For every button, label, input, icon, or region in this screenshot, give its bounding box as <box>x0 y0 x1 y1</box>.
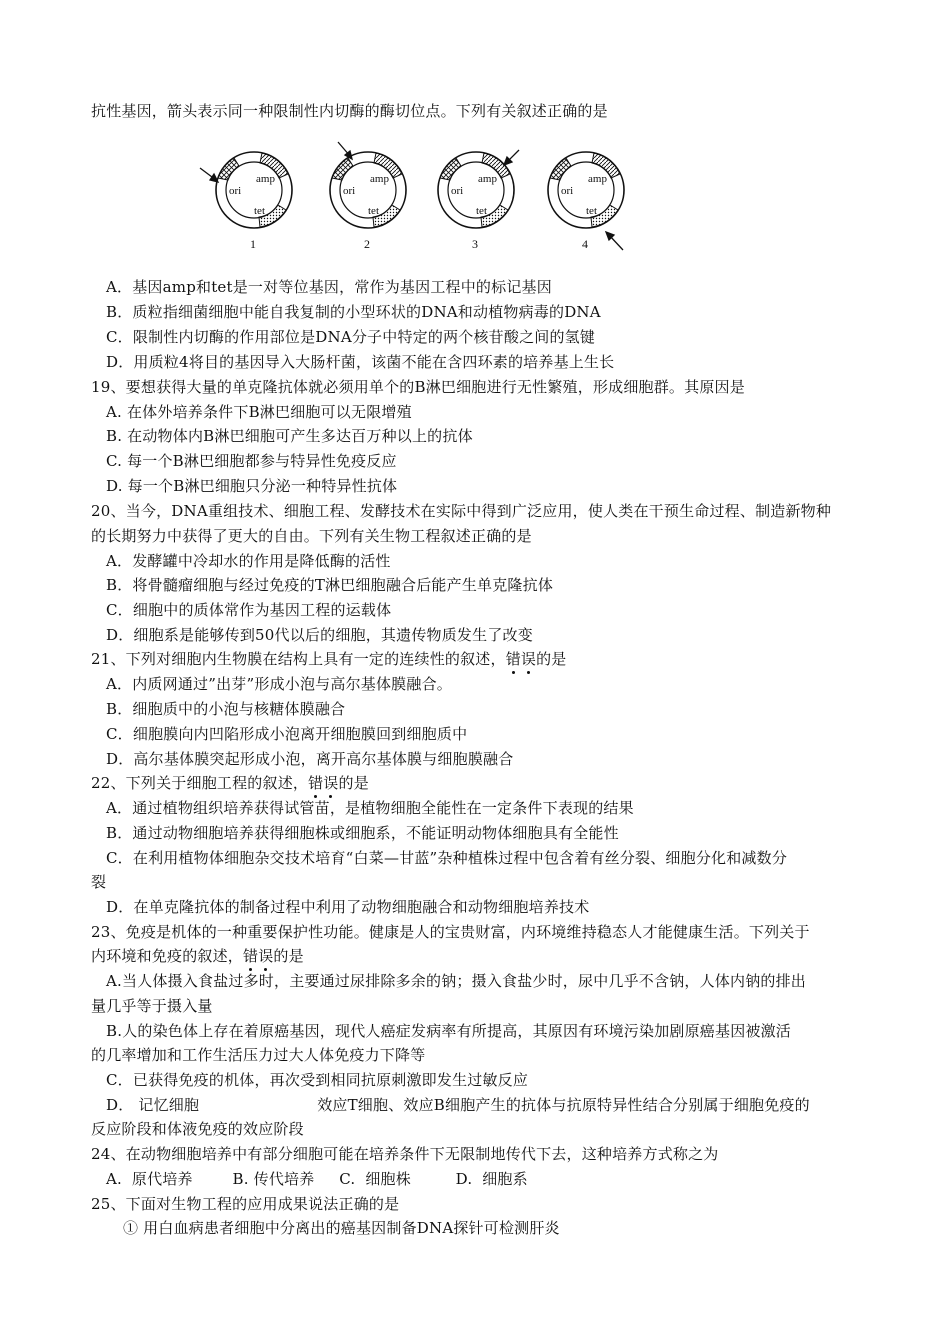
q22-emphasis-1: 错 <box>308 774 324 792</box>
plasmid-number-4: 4 <box>582 237 588 251</box>
q19-option-d: D. 每一个B淋巴细胞只分泌一种特异性抗体 <box>106 477 398 495</box>
q25-item-1: ① 用白血病患者细胞中分离出的癌基因制备DNA探针可检测肝炎 <box>123 1219 560 1237</box>
q21-stem <box>91 649 567 669</box>
plasmid-number-1: 1 <box>250 237 256 251</box>
q21-emphasis-2: 误 <box>520 650 537 668</box>
label-tet: tet <box>476 205 487 217</box>
label-amp: amp <box>370 173 389 185</box>
q19-option-c: C. 每一个B淋巴细胞都参与特异性免疫反应 <box>106 452 397 470</box>
q23-stem-line1: 23、免疫是机体的一种重要保护性功能。健康是人的宝贵财富，内环境维持稳态人才能健康生活。下列关于 <box>91 923 810 941</box>
q23-option-d-line1 <box>106 1095 810 1115</box>
q23-option-d-rest: 效应T细胞、效应B细胞产生的抗体与抗原特异性结合分别属于细胞免疫的 <box>317 1096 810 1114</box>
q22-stem-text: 22、下列关于细胞工程的叙述， <box>91 774 309 792</box>
label-ori: ori <box>229 185 242 197</box>
q20-option-a: A．发酵罐中冷却水的作用是降低酶的活性 <box>106 552 391 570</box>
q23-option-d-start: D． 记忆细胞 <box>106 1096 200 1114</box>
plasmid-number-2: 2 <box>364 237 370 251</box>
q19-option-b: B. 在动物体内B淋巴细胞可产生多达百万种以上的抗体 <box>106 427 473 445</box>
q23-option-c: C．已获得免疫的机体，再次受到相同抗原刺激即发生过敏反应 <box>106 1071 529 1089</box>
q22-stem-end: 的是 <box>338 774 369 792</box>
q24-options: A. 原代培养 B. 传代培养 C. 细胞株 D. 细胞系 <box>106 1170 528 1188</box>
q21-option-b: B．细胞质中的小泡与核糖体膜融合 <box>106 700 346 718</box>
q18-option-b: B．质粒指细菌细胞中能自我复制的小型环状的DNA和动植物病毒的DNA <box>106 303 601 321</box>
q22-option-c-line1: C．在利用植物体细胞杂交技术培育“白菜—甘蓝”杂种植株过程中包含着有丝分裂、细胞分化和减数分 <box>106 849 788 867</box>
q21-option-c: C．细胞膜向内凹陷形成小泡离开细胞膜回到细胞质中 <box>106 725 468 743</box>
q23-stem-end: 的是 <box>273 947 304 965</box>
q20-option-c: C．细胞中的质体常作为基因工程的运载体 <box>106 601 392 619</box>
q23-emphasis-1: 错 <box>243 947 259 965</box>
q22-option-b: B．通过动物细胞培养获得细胞株或细胞系，不能证明动物体细胞具有全能性 <box>106 824 619 842</box>
label-amp: amp <box>478 173 497 185</box>
q20-option-b: B．将骨髓瘤细胞与经过免疫的T淋巴细胞融合后能产生单克隆抗体 <box>106 576 554 594</box>
label-amp: amp <box>588 173 607 185</box>
plasmid-number-3: 3 <box>472 237 478 251</box>
q21-option-a: A．内质网通过”出芽”形成小泡与高尔基体膜融合。 <box>106 675 452 693</box>
label-ori: ori <box>451 185 464 197</box>
q23-emphasis-2: 误 <box>258 947 274 965</box>
q23-option-a-line2: 量几乎等于摄入量 <box>91 997 213 1015</box>
q21-emphasis-1: 错 <box>505 650 521 668</box>
q23-option-b-line1: B.人的染色体上存在着原癌基因，现代人癌症发病率有所提高，其原因有环境污染加剧原癌基因被激活 <box>106 1022 791 1040</box>
label-tet: tet <box>586 205 597 217</box>
q18-option-d: D．用质粒4将目的基因导入大肠杆菌，该菌不能在含四环素的培养基上生长 <box>106 353 615 371</box>
label-tet: tet <box>368 205 379 217</box>
q20-stem-line1: 20、当今，DNA重组技术、细胞工程、发酵技术在实际中得到广泛应用，使人类在干预生命过程、制造新物种 <box>91 502 832 520</box>
q24-stem: 24、在动物细胞培养中有部分细胞可能在培养条件下无限制地传代下去，这种培养方式称之为 <box>91 1145 719 1163</box>
q23-option-a-line1: A.当人体摄入食盐过多时，主要通过尿排除多余的钠；摄入食盐少时，尿中几乎不含钠，人体内钠的排出 <box>106 972 807 990</box>
q18-option-a: A．基因amp和tet是一对等位基因，常作为基因工程中的标记基因 <box>106 278 552 296</box>
intro-text: 抗性基因，箭头表示同一种限制性内切酶的酶切位点。下列有关叙述正确的是 <box>91 102 608 120</box>
q23-option-d-line2: 反应阶段和体液免疫的效应阶段 <box>91 1120 304 1138</box>
q23-stem-text: 内环境和免疫的叙述， <box>91 947 244 965</box>
q25-stem: 25、下面对生物工程的应用成果说法正确的是 <box>91 1195 400 1213</box>
q22-option-d: D．在单克隆抗体的制备过程中利用了动物细胞融合和动物细胞培养技术 <box>106 898 590 916</box>
q22-option-c-line2: 裂 <box>91 873 107 891</box>
q18-option-c: C．限制性内切酶的作用部位是DNA分子中特定的两个核苷酸之间的氢键 <box>106 328 596 346</box>
q21-stem-text: 21、下列对细胞内生物膜在结构上具有一定的连续性的叙述， <box>91 650 506 668</box>
plasmid-figure <box>196 138 656 253</box>
q20-option-d: D．细胞系是能够传到50代以后的细胞，其遗传物质发生了改变 <box>106 626 533 644</box>
q19-option-a: A. 在体外培养条件下B淋巴细胞可以无限增殖 <box>106 403 412 421</box>
q21-stem-end: 的是 <box>536 650 567 668</box>
label-amp: amp <box>256 173 275 185</box>
q20-stem-line2: 的长期努力中获得了更大的自由。下列有关生物工程叙述正确的是 <box>91 527 532 545</box>
label-ori: ori <box>343 185 356 197</box>
q22-emphasis-2: 误 <box>323 774 339 792</box>
q19-stem: 19、要想获得大量的单克隆抗体就必须用单个的B淋巴细胞进行无性繁殖，形成细胞群。其原因是 <box>91 378 745 396</box>
q22-stem <box>91 773 369 793</box>
q21-option-d: D．高尔基体膜突起形成小泡，离开高尔基体膜与细胞膜融合 <box>106 750 514 768</box>
label-ori: ori <box>561 185 574 197</box>
q22-option-a: A．通过植物组织培养获得试管苗，是植物细胞全能性在一定条件下表现的结果 <box>106 799 634 817</box>
label-tet: tet <box>254 205 265 217</box>
q23-stem-line2 <box>91 946 304 966</box>
q23-option-b-line2: 的几率增加和工作生活压力过大人体免疫力下降等 <box>91 1046 426 1064</box>
